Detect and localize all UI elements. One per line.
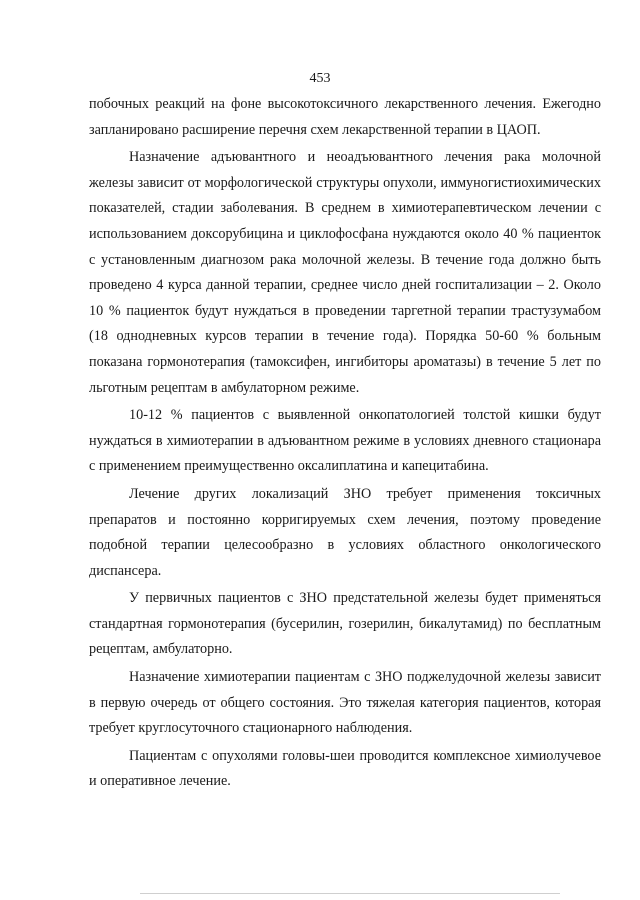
paragraph-pancreatic-cancer: Назначение химиотерапии пациентам с ЗНО поджелудочной железы зависит в первую очередь от общего состояния. Это тяжелая категория пациентов, которая требует круглосуточного стационарного наблюдения. bbox=[89, 669, 601, 737]
page-number: 453 bbox=[309, 71, 331, 86]
paragraph-other-localizations: Лечение других локализаций ЗНО требует применения токсичных препаратов и постоянно корригируемых схем лечения, поэтому проведение подобной терапии целесообразно в условиях областного онкологического диспансера. bbox=[89, 485, 601, 579]
paragraph-breast-cancer-treatment: Назначение адъювантного и неоадъювантного лечения рака молочной железы зависит от морфологической структуры опухоли, иммуногистиохимических показателей, стадии заболевания. В среднем в химиотерапевтическом лечении с использованием доксорубицина и циклофосфана нуждаются около 40 % пациенток с установленным диагнозом рака молочной железы. В течение года должно быть проведено 4 курса данной терапии, среднее число дней госпитализации – 2. Около 10 % пациенток будут нуждаться в проведении таргетной терапии трастузумабом (18 однодневных курсов терапии в течение года). Порядка 50-60 % больным показана гормонотерапия (тамоксифен, ингибиторы ароматазы) в течение 5 лет по льготным рецептам в амбулаторном режиме. bbox=[89, 149, 601, 396]
paragraph-colon-cancer-chemotherapy: 10-12 % пациентов с выявленной онкопатологией толстой кишки будут нуждаться в химиотерапии в адъювантном режиме в условиях дневного стационара с применением преимущественно оксалиплатина и капецитабина. bbox=[89, 407, 601, 475]
paragraph-continuation: побочных реакций на фоне высокотоксичного лекарственного лечения. Ежегодно запланировано расширение перечня схем лекарственной терапии в ЦАОП. bbox=[89, 96, 601, 138]
paragraph-head-neck-tumors: Пациентам с опухолями головы-шеи проводится комплексное химиолучевое и оперативное лечение. bbox=[89, 747, 601, 790]
paragraph-prostate-cancer: У первичных пациентов с ЗНО предстательной железы будет применяться стандартная гормонотерапия (бусерилин, гозерилин, бикалутамид) по бесплатным рецептам, амбулаторно. bbox=[89, 590, 601, 658]
document-body bbox=[89, 92, 601, 795]
scan-edge-line bbox=[140, 893, 560, 894]
